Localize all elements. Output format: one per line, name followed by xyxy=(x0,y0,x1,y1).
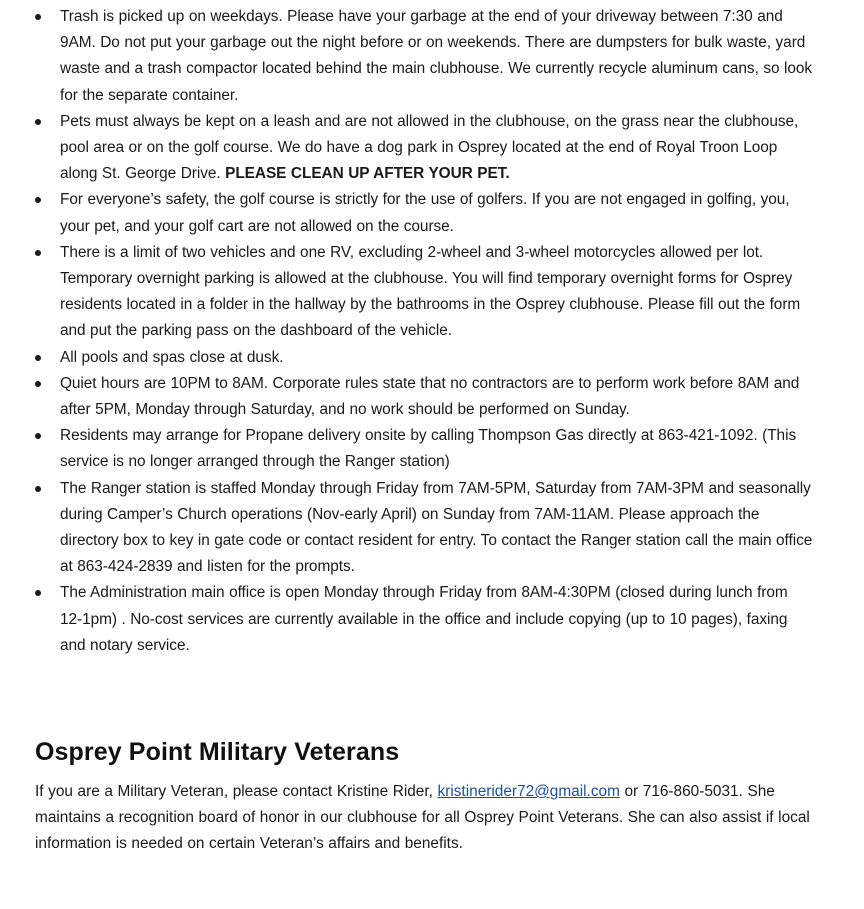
rule-text: There is a limit of two vehicles and one RV, excluding 2-wheel and 3-wheel motorcycles allowed per lot. Temporary overnight parking is allowed at the clubhouse. You will find temporary overnight forms for Osprey residents located in a folder in the hallway by the bathrooms in the Osprey clubhouse. Please fill out the form and put the parking pass on the dashboard of the vehicle. xyxy=(60,243,801,340)
email-link[interactable]: kristinerider72@gmail.com xyxy=(437,783,620,800)
rule-text: Residents may arrange for Propane delivery onsite by calling Thompson Gas directly at 863-421-1092. (This service is no longer arranged through the Ranger station) xyxy=(60,427,797,471)
bullet-icon xyxy=(35,486,41,492)
veterans-paragraph xyxy=(35,779,825,858)
veterans-text-intro: If you are a Military Veteran, please contact Kristine Rider, xyxy=(35,783,438,800)
veterans-section-title: Osprey Point Military Veterans xyxy=(35,738,400,766)
rule-item-golf-course xyxy=(0,187,864,239)
veterans-text-rest: or 716-860-5031. She maintains a recognition board of honor in our clubhouse for all Osprey Point Veterans. She can also assist if local information is needed on certain Veteran’s affairs and benefits. xyxy=(35,783,810,853)
rule-item-admin-office xyxy=(0,580,864,659)
bullet-icon xyxy=(35,355,41,361)
rule-text: For everyone’s safety, the golf course is strictly for the use of golfers. If you are not engaged in golfing, you, your pet, and your golf cart are not allowed on the course. xyxy=(60,191,790,235)
rule-item-vehicles xyxy=(0,240,864,345)
community-rules-list xyxy=(0,4,864,659)
rule-item-pets xyxy=(0,109,864,188)
bullet-icon xyxy=(35,381,41,387)
rule-text: The Ranger station is staffed Monday through Friday from 7AM-5PM, Saturday from 7AM-3PM and seasonally during Camper’s Church operations (Nov-early April) on Sunday from 7AM-11AM. Please approach the directory box to key in gate code or contact resident for entry. To contact the Ranger station call the main office at 863-424-2839 and listen for the prompts. xyxy=(60,479,813,576)
bullet-icon xyxy=(35,197,41,203)
bullet-icon xyxy=(35,119,41,125)
rule-emphasis: PLEASE CLEAN UP AFTER YOUR PET. xyxy=(225,165,510,183)
rule-item-pools xyxy=(0,345,864,371)
bullet-icon xyxy=(35,250,41,256)
bullet-icon xyxy=(35,14,41,20)
rule-item-trash xyxy=(0,4,864,109)
rule-text: Pets must always be kept on a leash and are not allowed in the clubhouse, on the grass near the clubhouse, pool area or on the golf course. We do have a dog park in Osprey located at the end of Royal Troon Loop along St. George Drive. xyxy=(60,112,799,183)
rule-text: All pools and spas close at dusk. xyxy=(60,348,284,366)
rule-item-quiet-hours xyxy=(0,371,864,423)
rule-text: Quiet hours are 10PM to 8AM. Corporate rules state that no contractors are to perform work before 8AM and after 5PM, Monday through Saturday, and no work should be performed on Sunday. xyxy=(60,374,800,419)
bullet-icon xyxy=(35,590,41,596)
rule-text: The Administration main office is open Monday through Friday from 8AM-4:30PM (closed during lunch from 12-1pm) . No-cost services are currently available in the office and include copying (up to 10 pages), faxing and notary service. xyxy=(60,584,788,654)
rule-item-ranger-station xyxy=(0,476,864,581)
rule-item-propane xyxy=(0,423,864,475)
bullet-icon xyxy=(35,433,41,439)
rule-text: Trash is picked up on weekdays. Please have your garbage at the end of your driveway between 7:30 and 9AM. Do not put your garbage out the night before or on weekends. There are dumpsters for bulk waste, yard waste and a trash compactor located behind the main clubhouse. We currently recycle aluminum cans, so look for the separate container. xyxy=(60,8,813,104)
